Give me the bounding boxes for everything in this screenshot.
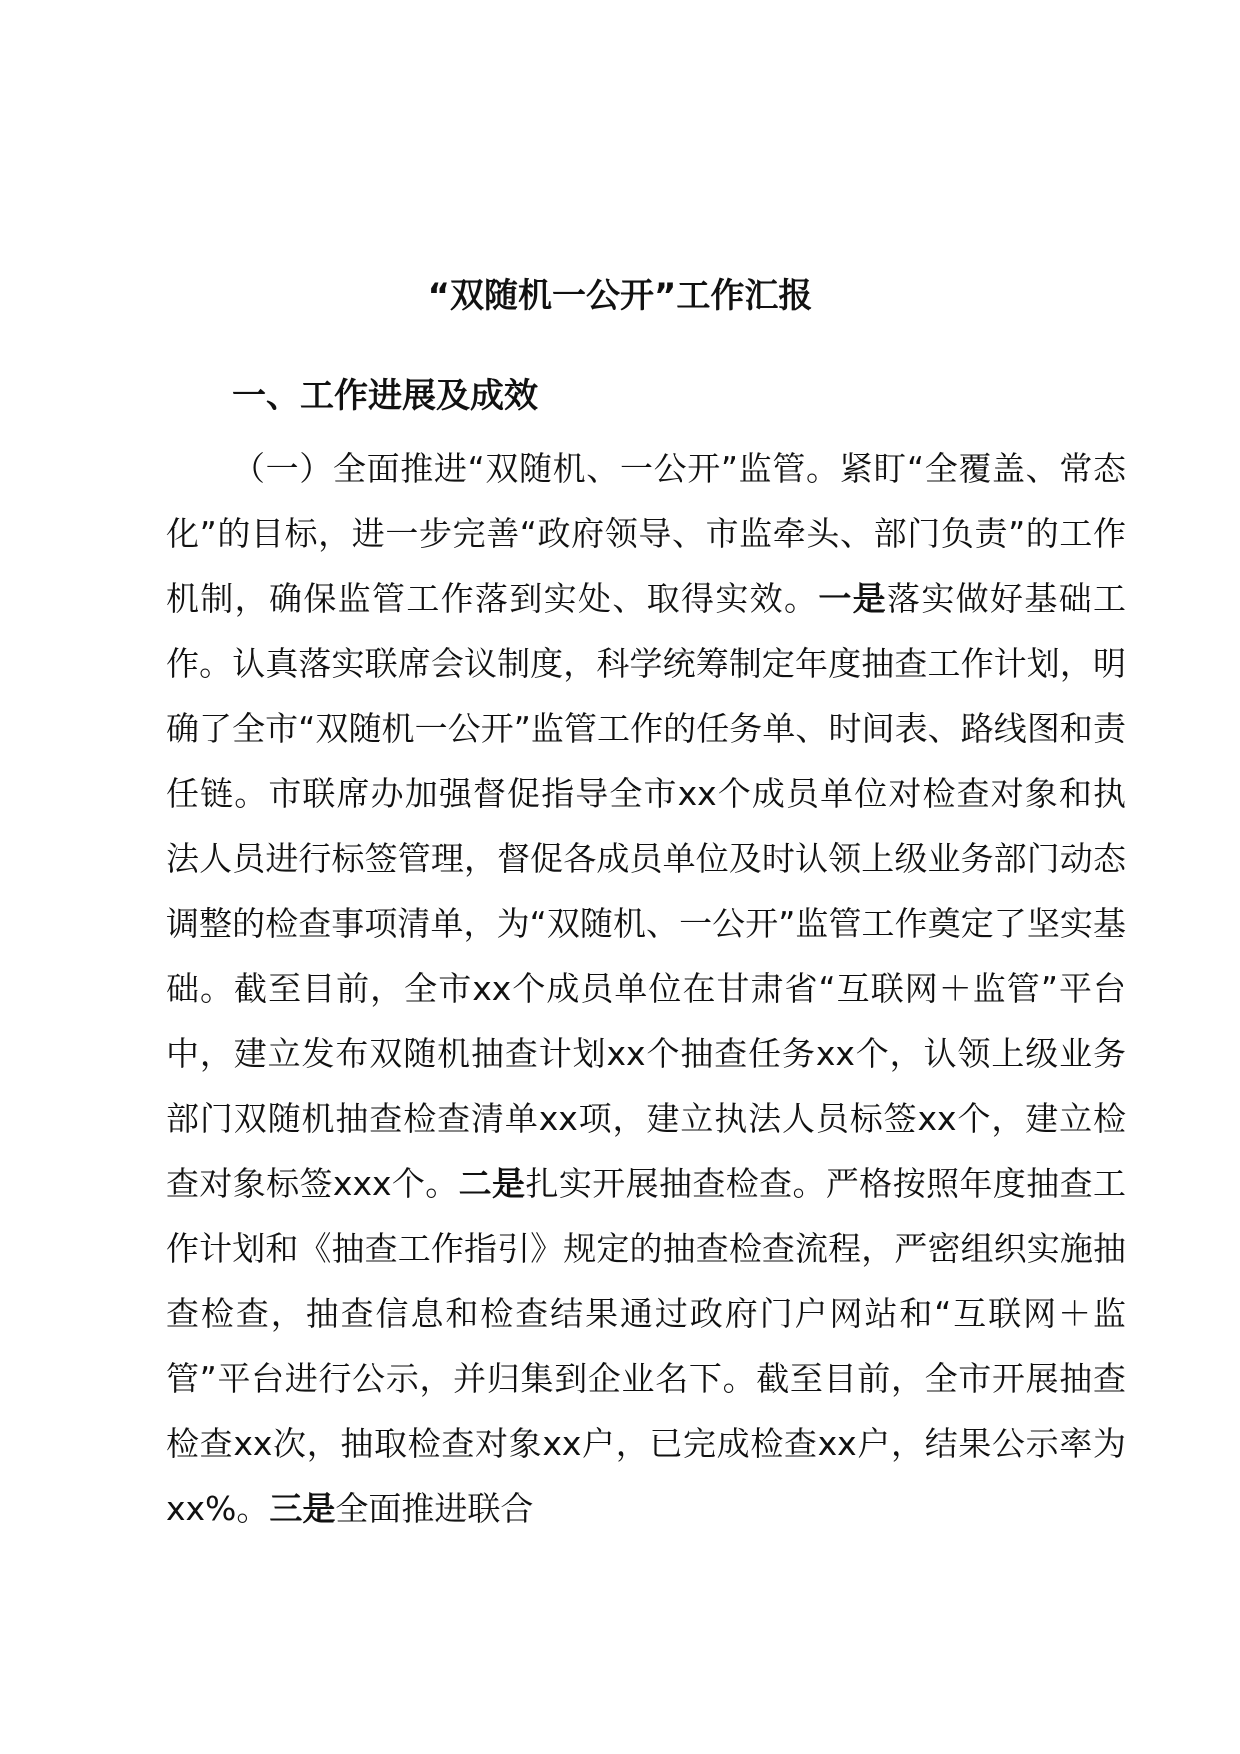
paragraph-text-1: （一）全面推进“双随机、一公开”监管。紧盯“全覆盖、常态化”的目标，进一步完善“政府领导、市监牵头、部门负责”的工作机制，确保监管工作落到实处、取得实效。 — [166, 449, 1126, 618]
paragraph-text-4: 全面推进联合 — [335, 1489, 534, 1528]
paragraph-text-3: 扎实开展抽查检查。严格按照年度抽查工作计划和《抽查工作指引》规定的抽查检查流程，严密组织实施抽查检查，抽查信息和检查结果通过政府门户网站和“互联网＋监管”平台进行公示，并归集到企业名下。截至目前，全市开展抽查检查xx次，抽取检查对象xx户，已完成检查xx户，结果公示率为xx%。 — [166, 1164, 1127, 1528]
bold-marker-1: 一是 — [818, 579, 888, 618]
paragraph-text-2: 落实做好基础工作。认真落实联席会议制度，科学统筹制定年度抽查工作计划，明确了全市“双随机一公开”监管工作的任务单、时间表、路线图和责任链。市联席办加强督促指导全市xx个成员单位对检查对象和执法人员进行标签管理，督促各成员单位及时认领上级业务部门动态调整的检查事项清单，为“双随机、一公开”监管工作奠定了坚实基础。截至目前，全市xx个成员单位在甘肃省“互联网＋监管”平台中，建立发布双随机抽查计划xx个抽查任务xx个，认领上级业务部门双随机抽查检查清单xx项，建立执法人员标签xx个，建立检查对象标签xxx个。 — [166, 579, 1127, 1203]
section-heading: 一、工作进展及成效 — [232, 376, 538, 416]
body-paragraph — [166, 436, 1126, 1541]
document-title: “双随机一公开”工作汇报 — [427, 276, 813, 316]
bold-marker-2: 二是 — [458, 1164, 526, 1203]
bold-marker-3: 三是 — [269, 1489, 336, 1528]
